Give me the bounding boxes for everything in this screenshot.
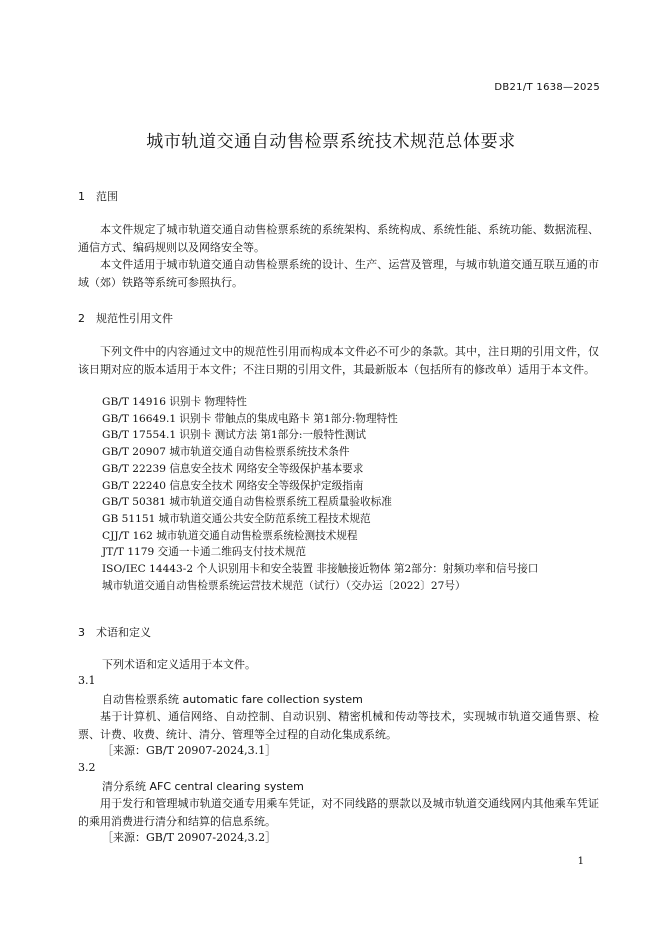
section-1-paragraph-2: 本文件适用于城市轨道交通自动售检票系统的设计、生产、运营及管理，与城市轨道交通互联互通的市域（郊）铁路等系统可参照执行。 <box>78 258 599 289</box>
reference-item: JT/T 1179 交通一卡通二维码支付技术规范 <box>102 546 306 559</box>
section-2-intro: 下列文件中的内容通过文中的规范性引用而构成本文件必不可少的条款。其中，注日期的引用文件，仅该日期对应的版本适用于本文件；不注日期的引用文件，其最新版本（包括所有的修改单）适用于本文件。 <box>78 345 599 376</box>
reference-item: GB/T 16649.1 识别卡 带触点的集成电路卡 第1部分:物理特性 <box>102 412 398 425</box>
term-3-1-source: ［来源：GB/T 20907-2024,3.1］ <box>102 744 277 757</box>
term-3-1-title: 自动售检票系统 automatic fare collection system <box>102 693 363 706</box>
reference-item: GB 51151 城市轨道交通公共安全防范系统工程技术规范 <box>102 512 371 525</box>
reference-item: GB/T 22239 信息安全技术 网络安全等级保护基本要求 <box>102 462 364 475</box>
reference-item: GB/T 50381 城市轨道交通自动售检票系统工程质量验收标准 <box>102 496 392 509</box>
normative-references-list <box>102 394 538 594</box>
page-number: 1 <box>577 856 584 867</box>
term-3-2-title: 清分系统 AFC central clearing system <box>102 780 304 793</box>
section-3-number: 3 <box>78 626 85 639</box>
section-1-paragraph-1: 本文件规定了城市轨道交通自动售检票系统的系统架构、系统构成、系统性能、系统功能、数据流程、通信方式、编码规则以及网络安全等。 <box>78 223 599 254</box>
term-3-2-definition: 用于发行和管理城市轨道交通专用乘车凭证，对不同线路的票款以及城市轨道交通线网内其他乘车凭证的乘用消费进行清分和结算的信息系统。 <box>78 797 599 828</box>
section-3-intro: 下列术语和定义适用于本文件。 <box>102 658 256 671</box>
section-3-heading <box>78 624 151 640</box>
reference-item: ISO/IEC 14443-2 个人识别用卡和安全装置 非接触接近物体 第2部分：射频功率和信号接口 <box>102 563 539 576</box>
reference-item: 城市轨道交通自动售检票系统运营技术规范（试行）（交办运〔2022〕27号） <box>102 579 466 592</box>
term-3-2-source: ［来源：GB/T 20907-2024,3.2］ <box>102 831 277 844</box>
section-2-number: 2 <box>78 312 85 325</box>
reference-item: GB/T 14916 识别卡 物理特性 <box>102 396 247 408</box>
document-number: DB21/T 1638—2025 <box>494 82 600 93</box>
term-3-1-definition: 基于计算机、通信网络、自动控制、自动识别、精密机械和传动等技术，实现城市轨道交通售票、检票、计费、收费、统计、清分、管理等全过程的自动化集成系统。 <box>78 710 599 741</box>
reference-item: CJJ/T 162 城市轨道交通自动售检票系统检测技术规程 <box>102 529 358 542</box>
reference-item: GB/T 20907 城市轨道交通自动售检票系统技术条件 <box>102 446 350 459</box>
section-2-heading <box>78 310 173 326</box>
reference-item: GB/T 22240 信息安全技术 网络安全等级保护定级指南 <box>102 479 364 492</box>
section-3-title: 术语和定义 <box>96 626 151 639</box>
section-2-title: 规范性引用文件 <box>96 312 173 325</box>
term-3-2-number: 3.2 <box>78 761 96 774</box>
section-1-number: 1 <box>78 190 85 203</box>
section-1-title: 范围 <box>96 190 118 203</box>
term-3-1-number: 3.1 <box>78 674 96 687</box>
reference-item: GB/T 17554.1 识别卡 测试方法 第1部分:一般特性测试 <box>102 429 366 442</box>
document-title: 城市轨道交通自动售检票系统技术规范总体要求 <box>146 132 516 152</box>
section-1-heading <box>78 188 118 204</box>
